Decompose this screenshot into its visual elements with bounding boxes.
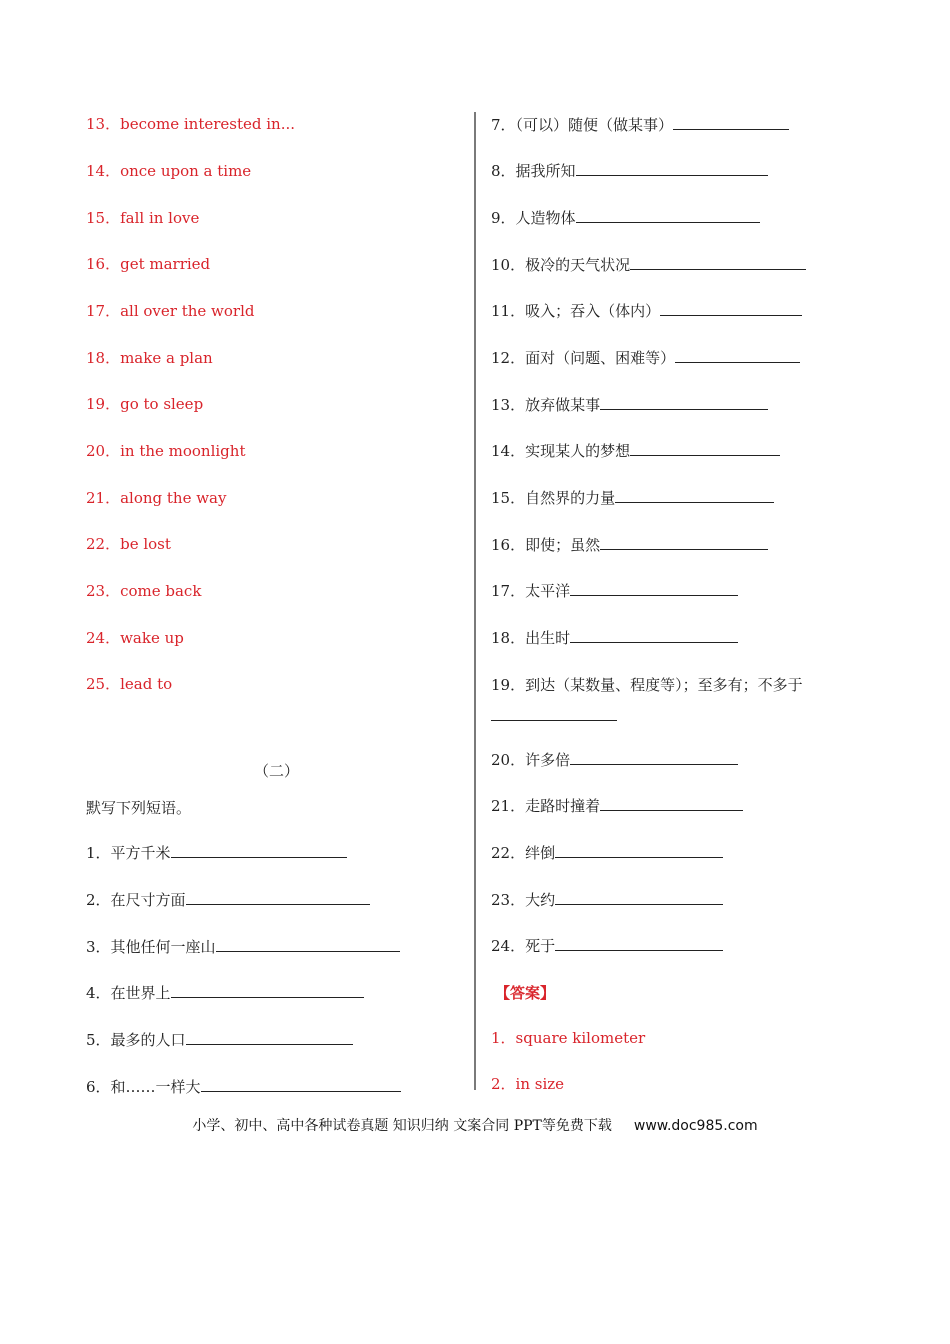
question-text: 5．最多的人口: [86, 1031, 186, 1049]
answer-item: 16．get married: [86, 255, 211, 273]
question-text: 13．放弃做某事: [491, 396, 601, 414]
question-text: 16．即使；虽然: [491, 536, 601, 554]
question-text: 4．在世界上: [86, 984, 171, 1002]
answer-item: 21．along the way: [86, 489, 227, 507]
answer-blank[interactable]: [675, 348, 800, 363]
answer-blank[interactable]: [171, 983, 364, 998]
question-item: [491, 301, 802, 321]
answer-blank[interactable]: [186, 890, 370, 905]
column-divider: [474, 112, 476, 1090]
question-item: [491, 161, 768, 181]
question-text: 22．绊倒: [491, 844, 556, 862]
question-text: 3．其他任何一座山: [86, 938, 216, 956]
question-text: 10．极冷的天气状况: [491, 256, 631, 274]
question-text: 2．在尺寸方面: [86, 891, 186, 909]
question-text: 8．据我所知: [491, 162, 576, 180]
question-text: 6．和……一样大: [86, 1078, 201, 1096]
answer-blank[interactable]: [216, 937, 400, 952]
answer-blank[interactable]: [600, 796, 743, 811]
answer-item: 13．become interested in...: [86, 115, 296, 133]
section-title: （二）: [254, 762, 300, 780]
question-item: [491, 581, 738, 601]
answer-item: 18．make a plan: [86, 349, 213, 367]
question-item: [86, 1077, 401, 1097]
answer-item: 23．come back: [86, 582, 202, 600]
footer-text: 小学、初中、高中各种试卷真题 知识归纳 文案合同 PPT等免费下载: [192, 1118, 612, 1134]
question-text: 18．出生时: [491, 629, 571, 647]
answer-blank[interactable]: [576, 208, 760, 223]
answer-item: 17．all over the world: [86, 302, 255, 320]
question-item: [491, 348, 800, 368]
answer-blank[interactable]: [171, 843, 347, 858]
question-item: [491, 395, 768, 415]
question-text: 1．平方千米: [86, 844, 171, 862]
question-item: [86, 1030, 353, 1050]
answer-label: 【答案】: [495, 984, 556, 1002]
question-text: 19．到达（某数量、程度等）；至多有；不多于: [491, 676, 803, 694]
answer-item: 22．be lost: [86, 535, 171, 553]
question-item: [491, 675, 803, 695]
question-item: [491, 441, 780, 461]
footer-url[interactable]: www.doc985.com: [633, 1118, 758, 1134]
question-item: [491, 488, 774, 508]
question-item: [491, 843, 723, 863]
question-item-continuation: [491, 706, 617, 726]
answer-blank[interactable]: [600, 535, 768, 550]
answer-blank[interactable]: [491, 706, 617, 721]
question-text: 14．实现某人的梦想: [491, 442, 631, 460]
answer-blank[interactable]: [576, 161, 768, 176]
answer-blank[interactable]: [570, 628, 738, 643]
question-item: [491, 255, 806, 275]
question-item: [491, 936, 723, 956]
question-item: [491, 796, 743, 816]
question-item: [491, 628, 738, 648]
answer-item: 2．in size: [491, 1075, 565, 1093]
answer-blank[interactable]: [555, 890, 723, 905]
question-item: [86, 890, 370, 910]
answer-blank[interactable]: [630, 255, 806, 270]
answer-item: 19．go to sleep: [86, 395, 204, 413]
question-text: 24．死于: [491, 937, 556, 955]
answer-blank[interactable]: [555, 843, 723, 858]
answer-item: 1．square kilometer: [491, 1029, 646, 1047]
question-text: 9．人造物体: [491, 209, 576, 227]
answer-blank[interactable]: [660, 301, 802, 316]
question-item: [86, 983, 364, 1003]
question-text: 17．太平洋: [491, 582, 571, 600]
answer-blank[interactable]: [615, 488, 774, 503]
answer-blank[interactable]: [570, 581, 738, 596]
answer-item: 20．in the moonlight: [86, 442, 246, 460]
page-footer: [0, 1115, 950, 1135]
answer-blank[interactable]: [630, 441, 780, 456]
answer-blank[interactable]: [673, 115, 789, 130]
question-item: [86, 843, 347, 863]
question-text: 20．许多倍: [491, 751, 571, 769]
question-item: [86, 937, 400, 957]
instruction-text: 默写下列短语。: [86, 799, 192, 817]
answer-blank[interactable]: [201, 1077, 401, 1092]
question-text: 23．大约: [491, 891, 556, 909]
question-text: 7．（可以）随便（做某事）: [491, 116, 674, 134]
question-text: 15．自然界的力量: [491, 489, 616, 507]
question-text: 12．面对（问题、困难等）: [491, 349, 676, 367]
answer-item: 15．fall in love: [86, 209, 200, 227]
answer-item: 25．lead to: [86, 675, 173, 693]
answer-item: 14．once upon a time: [86, 162, 252, 180]
question-text: 11．吸入；吞入（体内）: [491, 302, 661, 320]
answer-item: 24．wake up: [86, 629, 184, 647]
answer-blank[interactable]: [570, 750, 738, 765]
answer-blank[interactable]: [555, 936, 723, 951]
question-item: [491, 208, 760, 228]
question-text: 21．走路时撞着: [491, 797, 601, 815]
answer-blank[interactable]: [186, 1030, 353, 1045]
question-item: [491, 750, 738, 770]
answer-blank[interactable]: [600, 395, 768, 410]
question-item: [491, 115, 789, 135]
question-item: [491, 535, 768, 555]
question-item: [491, 890, 723, 910]
